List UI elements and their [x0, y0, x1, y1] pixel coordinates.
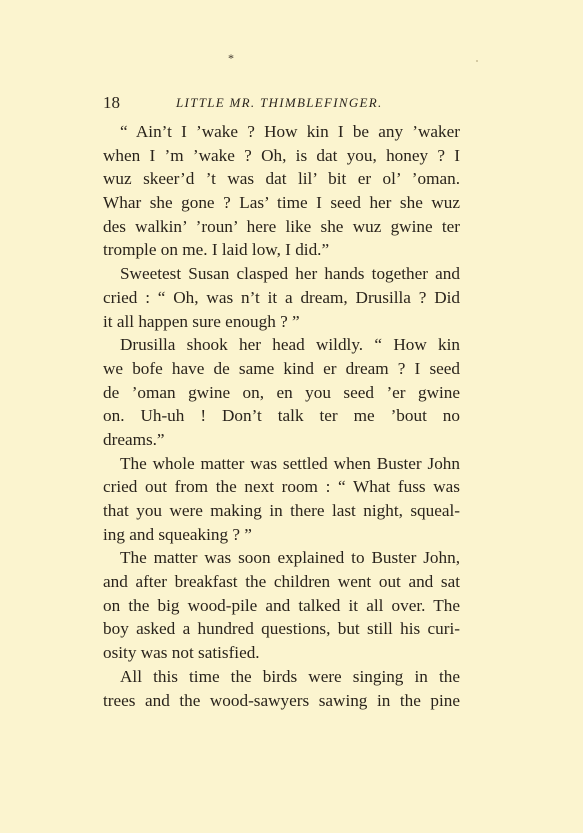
text-line: des walkin’ ’roun’ here like she wuz gwine ter	[103, 216, 460, 236]
text-line: Whar she gone ? Las’ time I seed her she wuz	[103, 193, 460, 213]
text-line: All this time the birds were singing in the	[120, 666, 460, 686]
text-line: on. Uh-uh ! Don’t talk ter me ’bout no	[103, 406, 460, 426]
text-line: on the big wood-pile and talked it all over. The	[103, 595, 460, 615]
text-line: it all happen sure enough ? ”	[103, 311, 300, 331]
page-number: 18	[103, 93, 120, 112]
text-line: when I ’m ’wake ? Oh, is dat you, honey ? I	[103, 145, 460, 165]
text-line: The whole matter was settled when Buster John	[120, 453, 460, 473]
body-text	[103, 120, 460, 712]
text-line: osity was not satisfied.	[103, 643, 260, 663]
text-line: we bofe have de same kind er dream ? I seed	[103, 358, 460, 378]
page-blemish	[476, 60, 478, 62]
text-line: tromple on me. I laid low, I did.”	[103, 240, 330, 260]
text-line: cried : “ Oh, was n’t it a dream, Drusilla ? Did	[103, 287, 460, 307]
page-header	[103, 92, 463, 114]
running-title: LITTLE MR. THIMBLEFINGER.	[176, 95, 383, 110]
text-line: and after breakfast the children went out and sat	[103, 572, 460, 592]
text-line: that you were making in there last night, squeal-	[103, 501, 460, 520]
text-line: wuz skeer’d ’t was dat lil’ bit er ol’ ’oman.	[103, 169, 460, 189]
text-line: The matter was soon explained to Buster John,	[120, 548, 460, 568]
text-line: trees and the wood-sawyers sawing in the pine	[103, 690, 460, 710]
text-line: “ Ain’t I ’wake ? How kin I be any ’waker	[120, 122, 460, 141]
text-line: de ’oman gwine on, en you seed ’er gwine	[103, 382, 460, 402]
text-line: Drusilla shook her head wildly. “ How kin	[120, 335, 460, 355]
text-line: cried out from the next room : “ What fuss was	[103, 477, 460, 497]
text-line: dreams.”	[103, 429, 165, 449]
printer-mark: *	[228, 51, 234, 65]
text-line: Sweetest Susan clasped her hands together and	[120, 264, 460, 284]
text-line: ing and squeaking ? ”	[103, 524, 252, 544]
text-line: boy asked a hundred questions, but still his curi-	[103, 619, 460, 639]
